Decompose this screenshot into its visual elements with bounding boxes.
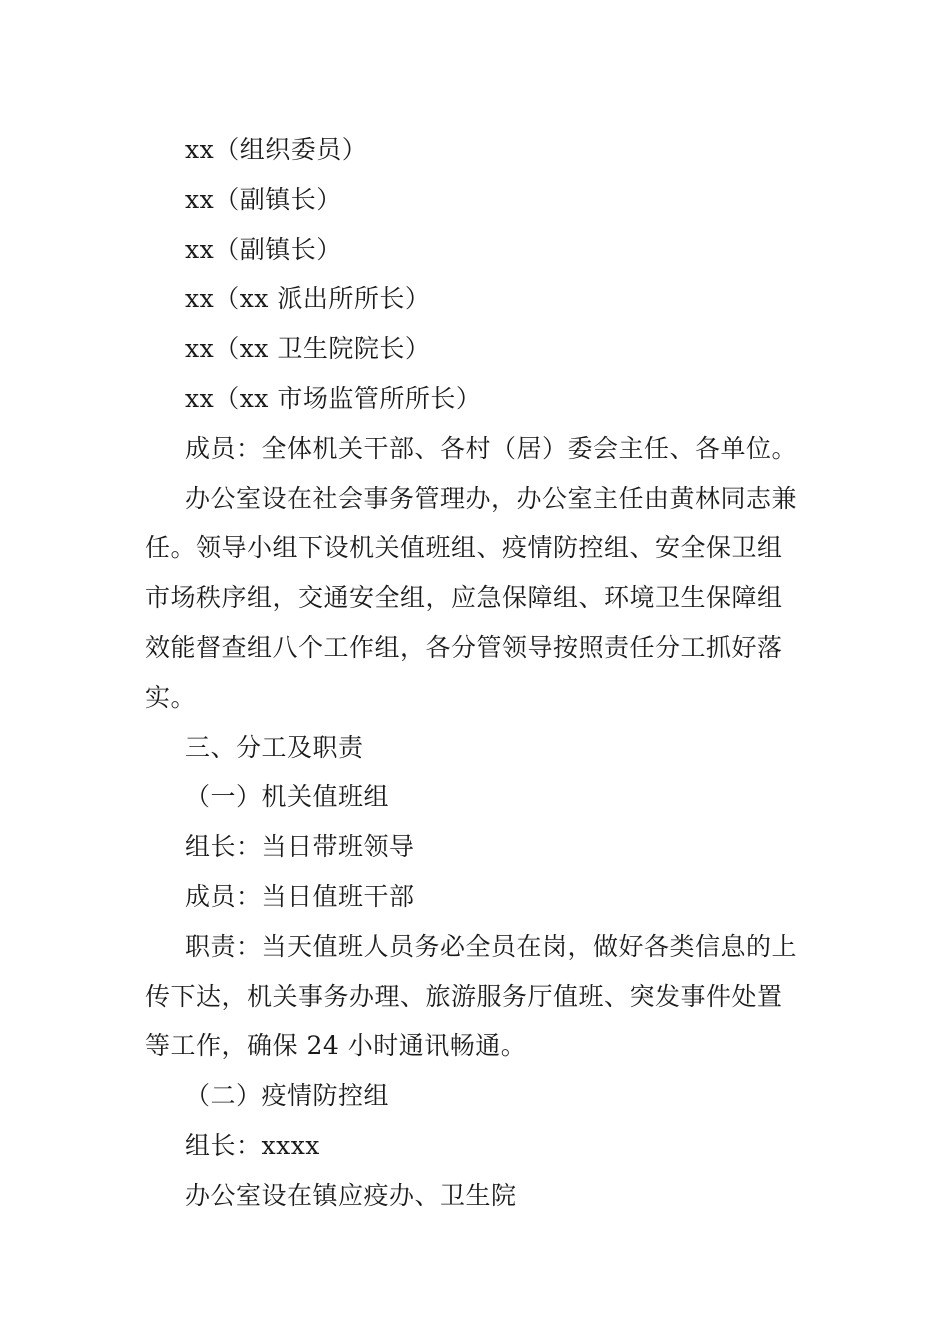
office-paragraph-line-2: 任。领导小组下设机关值班组、疫情防控组、安全保卫组	[145, 533, 783, 563]
document-body	[145, 125, 810, 1221]
subsection-heading-duty: （一）机关值班组	[185, 782, 390, 812]
office-paragraph-line-3: 市场秩序组，交通安全组，应急保障组、环境卫生保障组	[145, 583, 783, 613]
epidemic-group-leader: 组长：xxxx	[185, 1130, 320, 1160]
members-paragraph: 成员：全体机关干部、各村（居）委会主任、各单位。	[185, 433, 798, 463]
office-paragraph-line-1: 办公室设在社会事务管理办，办公室主任由黄林同志兼	[185, 483, 798, 513]
member-line-deputy-mayor-2: xx（副镇长）	[185, 234, 342, 264]
member-line-health: xx（xx 卫生院院长）	[185, 334, 431, 364]
subsection-heading-epidemic: （二）疫情防控组	[185, 1081, 390, 1111]
office-paragraph-line-4: 效能督查组八个工作组，各分管领导按照责任分工抓好落	[145, 632, 783, 662]
member-line-deputy-mayor-1: xx（副镇长）	[185, 184, 342, 214]
member-line-market: xx（xx 市场监管所所长）	[185, 383, 482, 413]
duty-paragraph-line-2: 传下达，机关事务办理、旅游服务厅值班、突发事件处置	[145, 981, 783, 1011]
office-paragraph-line-5: 实。	[145, 682, 197, 712]
member-line-police: xx（xx 派出所所长）	[185, 284, 431, 314]
epidemic-office-line: 办公室设在镇应疫办、卫生院	[185, 1180, 517, 1210]
section-heading: 三、分工及职责	[185, 732, 364, 762]
duty-group-leader: 组长：当日带班领导	[185, 832, 415, 862]
member-line-organization: xx（组织委员）	[185, 135, 368, 164]
duty-paragraph-line-3: 等工作，确保 24 小时通讯畅通。	[145, 1031, 527, 1061]
duty-group-members: 成员：当日值班干部	[185, 881, 415, 911]
duty-paragraph-line-1: 职责：当天值班人员务必全员在岗，做好各类信息的上	[185, 931, 798, 961]
